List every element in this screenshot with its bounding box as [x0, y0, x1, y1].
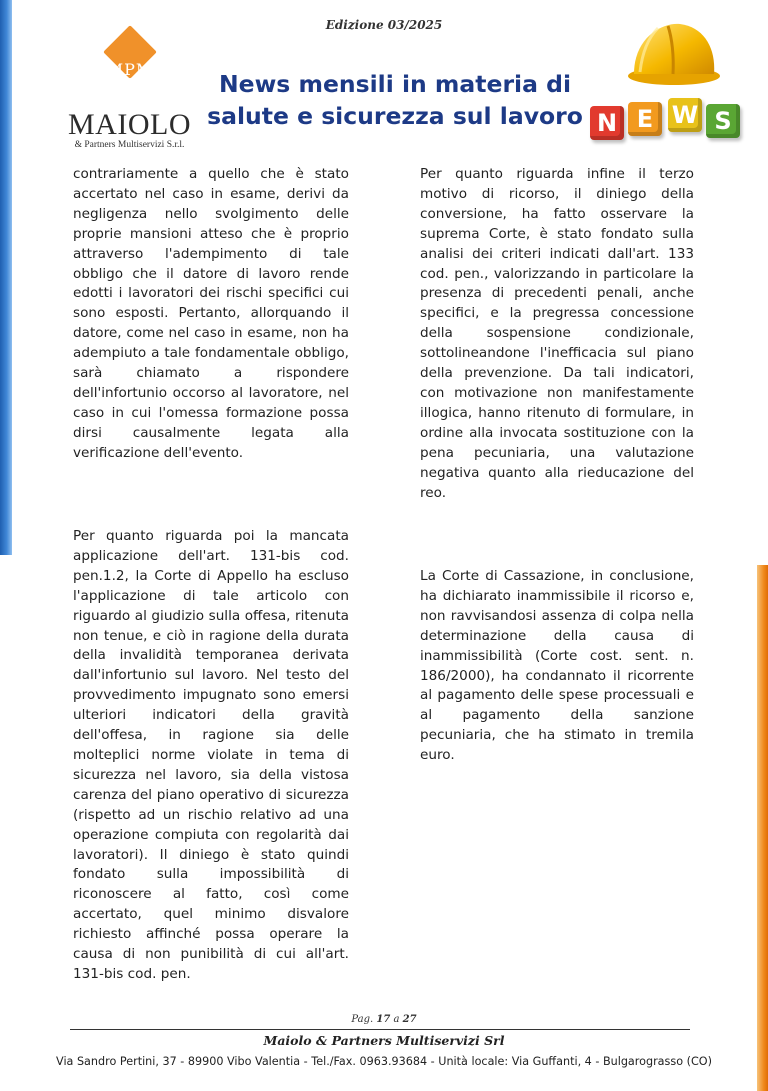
logo-name: MAIOLO	[68, 108, 191, 141]
page-number	[0, 1014, 768, 1025]
title-line-1: News mensili in materia di	[218, 70, 572, 98]
news-cube-e: E	[628, 102, 662, 136]
page-current: 17	[376, 1014, 391, 1025]
paragraph: La Corte di Cassazione, in conclusione, ha dichiarato inammissibile il ricorso e, non ravvisandosi assenza di colpa nella determinazione della causa di inammissibilità (Corte cost. sent. n. 186/2000), ha condannato il ricorrente al pagamento delle spese processuali e al pagamento della sanzione pecuniaria, che ha stimato in tremila euro.	[420, 568, 694, 764]
page-total: 27	[402, 1014, 417, 1025]
paragraph: contrariamente a quello che è stato accertato nel caso in esame, derivi da negligenza nello svolgimento delle proprie mansioni atteso che è proprio attraverso l'adempimento di tale obbligo che il datore di lavoro rende edotti i lavoratori dei rischi specifici cui sono esposti. Pertanto, allorquando il datore, come nel caso in esame, non ha adempiuto a tale fondamentale obbligo, sarà chiamato a rispondere dell'infortunio occorso al lavoratore, nel caso in cui l'omessa formazione possa dirsi causalmente legata alla verificazione dell'evento.	[73, 166, 349, 461]
title-line-2: salute e sicurezza sul lavoro	[207, 102, 583, 130]
page-title	[200, 68, 590, 132]
page-prefix: Pag.	[351, 1014, 374, 1025]
news-cube-n: N	[590, 106, 624, 140]
left-accent-bar	[0, 0, 12, 555]
footer-address: Via Sandro Pertini, 37 - 89900 Vibo Valentia - Tel./Fax. 0963.93684 - Unità locale: Via Guffanti, 4 - Bulgarograsso (CO)	[56, 1055, 712, 1068]
company-logo	[62, 22, 197, 152]
paragraph: Per quanto riguarda poi la mancata applicazione dell'art. 131-bis cod. pen.1.2, la Corte di Appello ha escluso l'applicazione di tale articolo con riguardo al giudizio sulla offesa, ritenuta non tenue, e ciò in ragione della durata della invalidità temporanea derivata dall'infortunio sul lavoro. Nel testo del provvedimento impugnato sono emersi ulteriori indicatori della gravità dell'offesa, in ragione sia delle molteplici norme violate in tema di sicurezza nel lavoro, sia della vistosa carenza del piano operativo di sicurezza (rispetto ad un rischio relativo ad una operazione compiuta con regolarità dai lavoratori). Il diniego è stato quindi fondato sulla impossibilità di riconoscere al fatto, così come accertato, quel minimo disvalore richiesto affinché possa operare la causa di non punibilità di cui all'art. 131-bis cod. pen.	[73, 528, 349, 982]
right-column-block-2	[420, 567, 694, 766]
footer-company: Maiolo & Partners Multiservizi Srl	[263, 1033, 505, 1048]
page-sep: a	[393, 1014, 400, 1025]
right-accent-bar	[757, 565, 768, 1091]
left-column-block-2	[73, 527, 349, 985]
news-cube-s: S	[706, 104, 740, 138]
edition-label: Edizione 03/2025	[325, 18, 443, 32]
logo-mark: MPM	[106, 60, 154, 79]
news-cubes	[586, 96, 746, 146]
footer-divider	[70, 1029, 690, 1030]
right-column-block-1	[420, 165, 694, 503]
left-column-block-1	[73, 165, 349, 464]
news-cube-w: W	[668, 98, 702, 132]
hard-hat-icon	[618, 14, 722, 88]
logo-subtitle: & Partners Multiservizi S.r.l.	[74, 140, 185, 150]
paragraph: Per quanto riguarda infine il terzo motivo di ricorso, il diniego della conversione, ha fatto osservare la suprema Corte, è stato fondato sulla analisi dei criteri indicati dall'art. 133 cod. pen., valorizzando in particolare la presenza di precedenti penali, anche specifici, e la pregressa concessione della sospensione condizionale, sottolineandone l'inefficacia sul piano della prevenzione. Da tali indicatori, con motivazione non manifestamente illogica, hanno ritenuto di formulare, in ordine alla invocata sostituzione con la pena pecuniaria, una valutazione negativa quanto alla rieducazione del reo.	[420, 166, 694, 501]
